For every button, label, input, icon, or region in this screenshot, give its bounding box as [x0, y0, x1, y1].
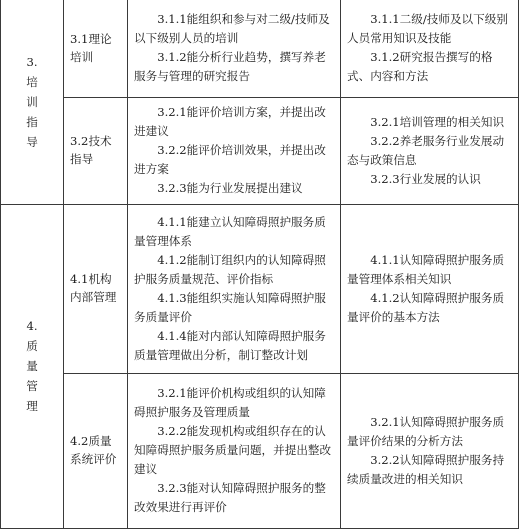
work-item-cell [64, 0, 128, 97]
work-item-label: 4.2质量系统评价 [70, 434, 117, 466]
knowledge-item: 3.2.2认知障碍照护服务持续质量改进的相关知识 [347, 452, 505, 486]
skill-requirements-cell [128, 204, 341, 373]
function-cell [1, 0, 64, 204]
related-knowledge-cell [341, 97, 519, 204]
knowledge-item: 3.2.2养老服务行业发展动态与政策信息 [347, 133, 505, 167]
work-item-label: 3.2技术指导 [70, 134, 112, 166]
skill-requirements-cell [128, 373, 341, 528]
skill-item: 4.1.1能建立认知障碍照护服务质量管理体系 [134, 214, 326, 248]
work-item-cell [64, 373, 128, 528]
skill-item: 4.1.4能对内部认知障碍照护服务质量管理做出分析，制订整改计划 [134, 328, 326, 362]
skill-item: 3.2.3能对认知障碍照护服务的整改效果进行再评价 [134, 481, 326, 514]
skill-item: 3.2.2能发现机构或组织存在的认知障碍照护服务质量问题，并提出整改建议 [134, 424, 332, 476]
function-label: 4.质量管理 [26, 319, 38, 413]
function-cell [1, 204, 64, 528]
related-knowledge-cell [341, 204, 519, 373]
table-row [1, 204, 519, 373]
knowledge-item: 4.1.2认知障碍照护服务质量评价的基本方法 [347, 290, 505, 324]
skill-item: 3.2.1能评价机构或组织的认知障碍照护服务及管理质量 [134, 386, 326, 419]
work-item-label: 3.1理论培训 [70, 31, 112, 64]
work-item-cell [64, 204, 128, 373]
skill-item: 3.2.1能评价培训方案，并提出改进建议 [134, 105, 326, 138]
table-row [1, 97, 519, 204]
skill-requirements-cell [128, 97, 341, 204]
function-label: 3.培训指导 [26, 54, 38, 149]
knowledge-item: 3.2.1认知障碍照护服务质量评价结果的分析方法 [347, 414, 505, 448]
skill-item: 4.1.3能组织实施认知障碍照护服务质量评价 [134, 290, 326, 324]
knowledge-item: 3.2.1培训管理的相关知识 [370, 114, 505, 129]
table-row [1, 373, 519, 528]
work-item-cell [64, 97, 128, 204]
related-knowledge-cell [341, 373, 519, 528]
knowledge-item: 4.1.1认知障碍照护服务质量管理体系相关知识 [347, 252, 505, 286]
skill-item: 3.1.1能组织和参与对二级/技师及以下级别人员的培训 [134, 12, 330, 46]
skill-item: 3.2.2能评价培训效果，并提出改进方案 [134, 143, 326, 176]
work-item-label: 4.1机构内部管理 [70, 272, 117, 304]
knowledge-item: 3.2.3行业发展的认识 [370, 171, 481, 186]
skill-item: 4.1.2能制订组织内的认知障碍照护服务质量规范、评价指标 [134, 252, 326, 286]
table-row [1, 0, 519, 97]
skill-requirements-cell [128, 0, 341, 97]
skill-item: 3.1.2能分析行业趋势，撰写养老服务与管理的研究报告 [134, 50, 326, 84]
skill-item: 3.2.3能为行业发展提出建议 [157, 181, 303, 195]
related-knowledge-cell [341, 0, 519, 97]
knowledge-item: 3.1.1二级/技师及以下级别人员常用知识及技能 [347, 12, 508, 46]
knowledge-item: 3.1.2研究报告撰写的格式、内容和方法 [347, 50, 493, 84]
